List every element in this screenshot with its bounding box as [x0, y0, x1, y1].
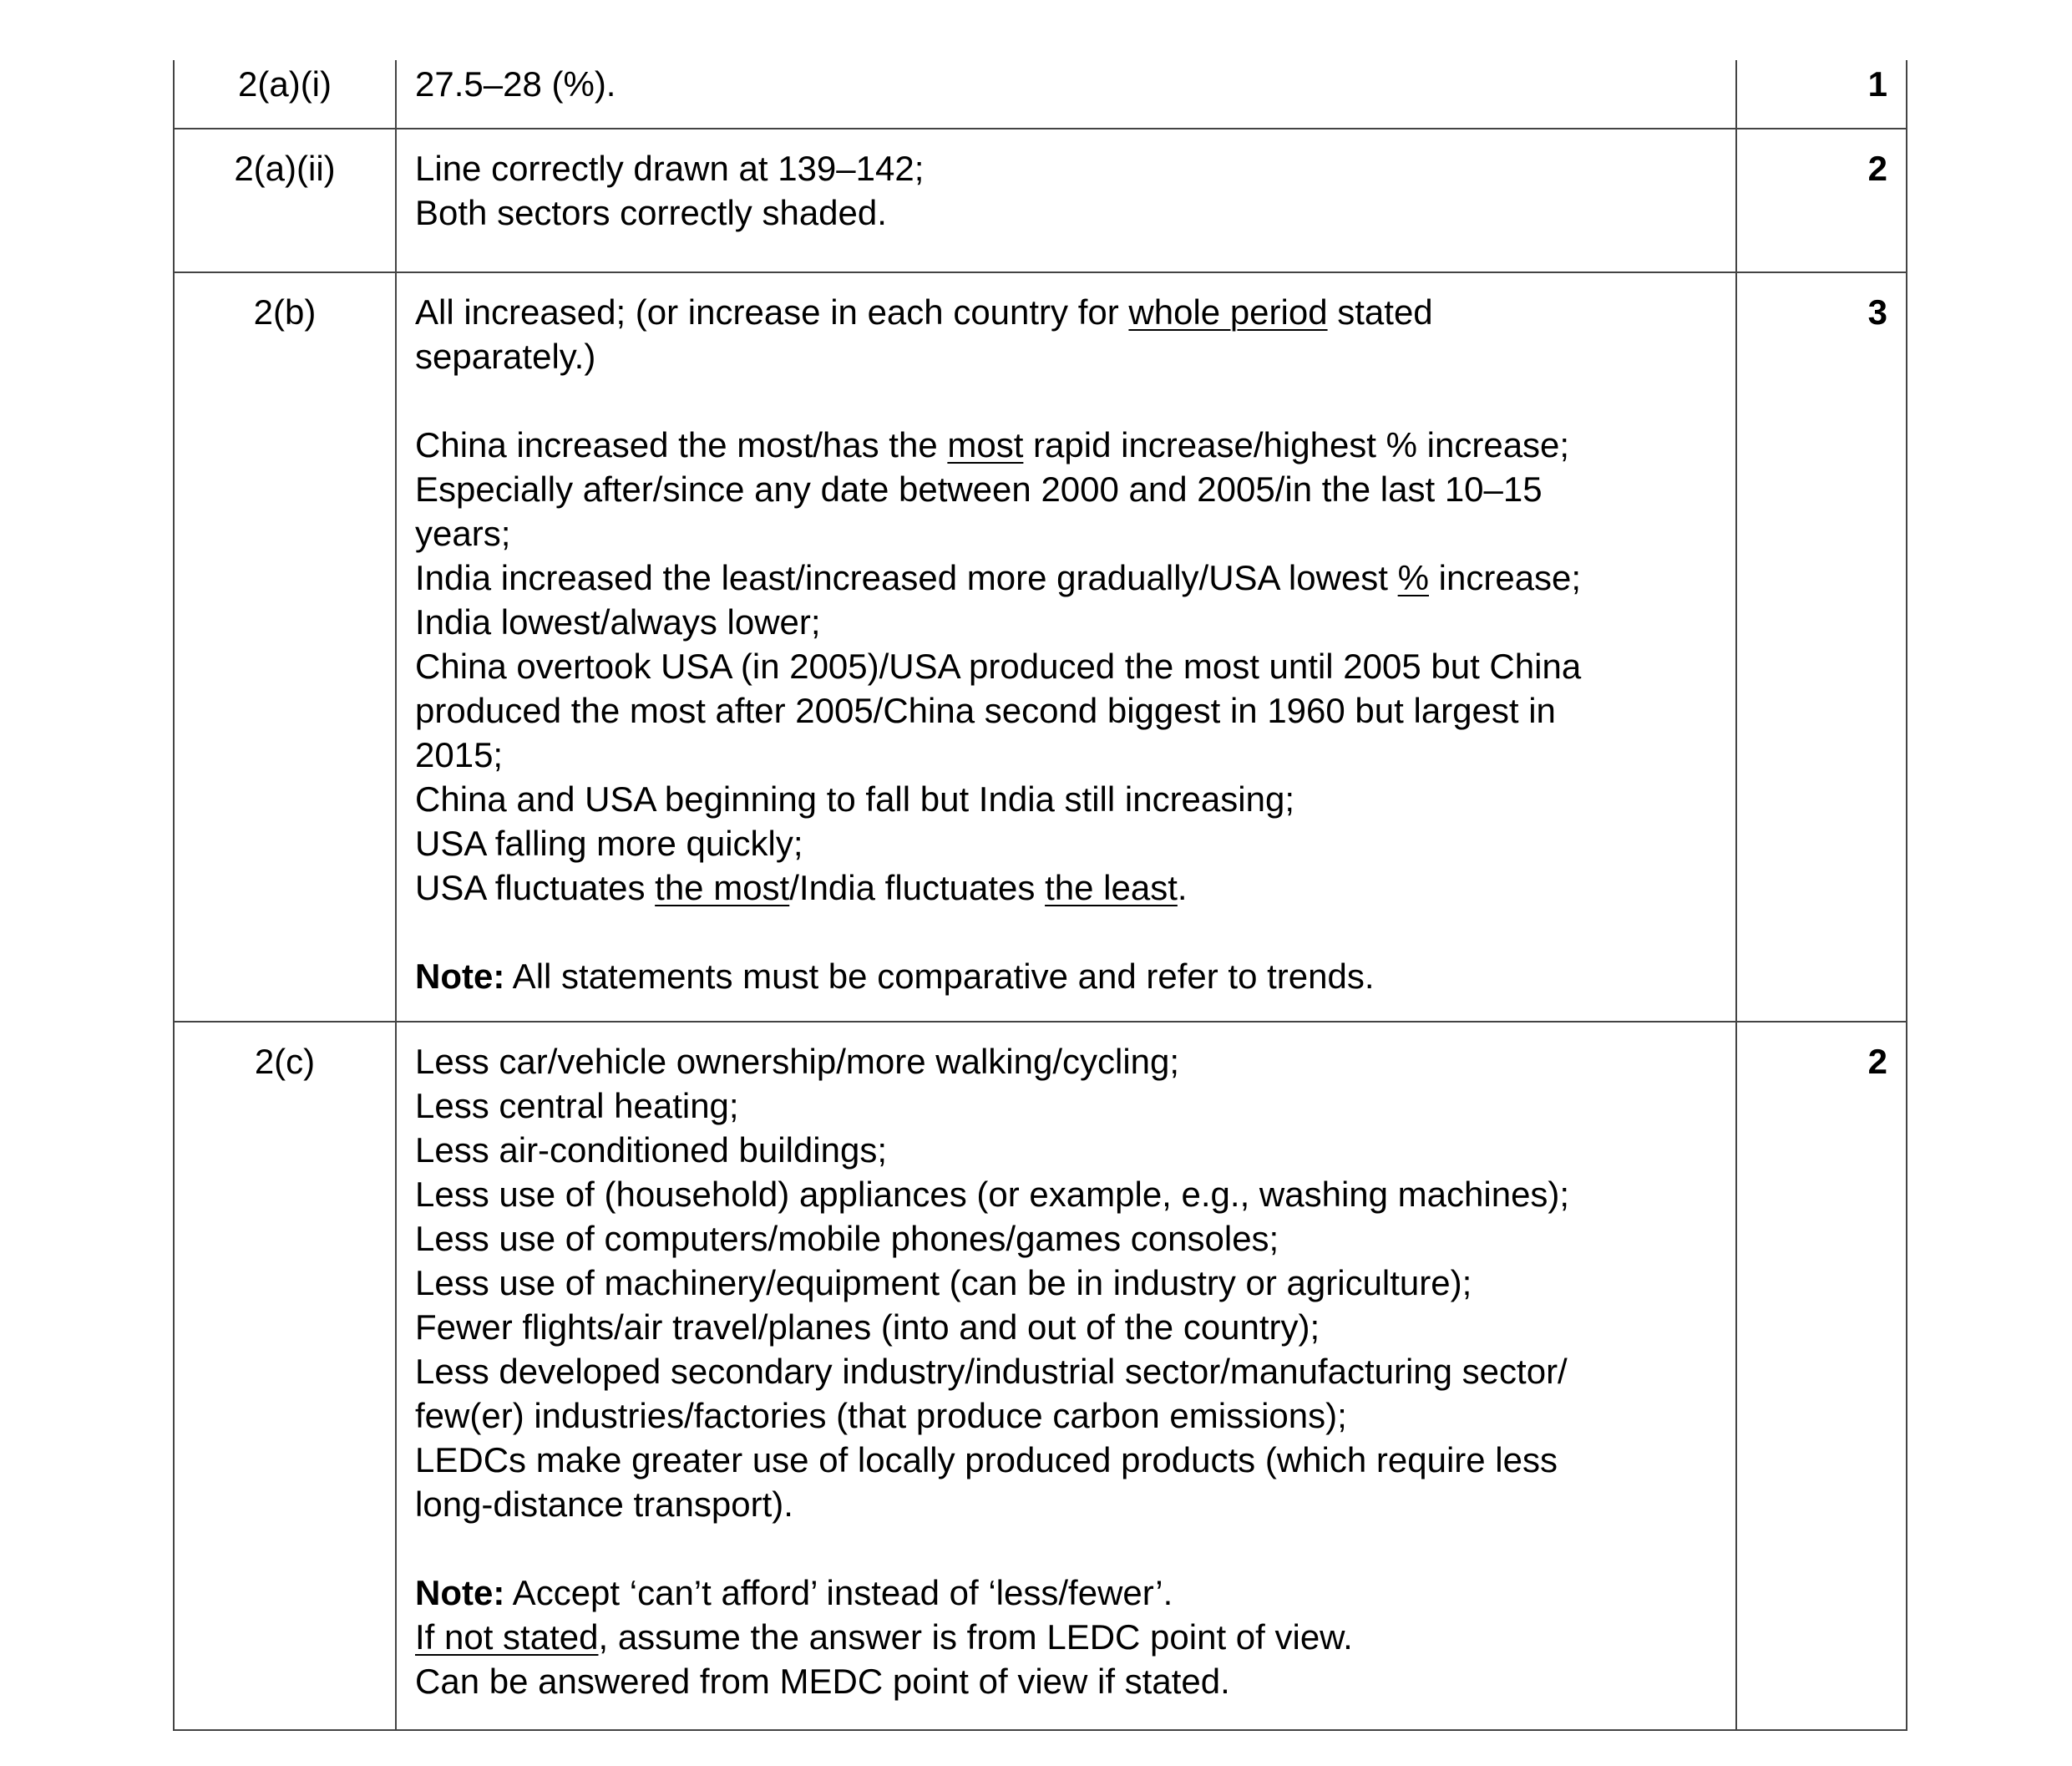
answer-line: Less air-conditioned buildings;: [415, 1130, 888, 1170]
underlined-text: If not stated: [415, 1617, 599, 1657]
answer-line: produced the most after 2005/China second biggest in 1960 but largest in: [415, 691, 1556, 730]
answer-line: 27.5–28 (%).: [415, 64, 616, 104]
answer-line: Less central heating;: [415, 1086, 739, 1125]
answer-line: USA falling more quickly;: [415, 824, 803, 863]
underlined-text: most: [947, 425, 1024, 464]
note-text: All statements must be comparative and refer to trends.: [504, 957, 1375, 996]
answer-line: Both sectors correctly shaded.: [415, 193, 887, 232]
answer-text: stated: [1327, 292, 1433, 332]
note-line: Can be answered from MEDC point of view if stated.: [415, 1662, 1230, 1701]
question-number: 2(b): [174, 272, 396, 1022]
answer-line: Less use of computers/mobile phones/games consoles;: [415, 1219, 1279, 1258]
question-number: 2(c): [174, 1022, 396, 1730]
note-label: Note:: [415, 957, 505, 996]
answer-text: /India fluctuates: [789, 868, 1046, 907]
answer-text: USA fluctuates: [415, 868, 656, 907]
answer-cell: [396, 60, 1736, 129]
answer-line: LEDCs make greater use of locally produced products (which require less: [415, 1440, 1558, 1479]
answer-text: rapid increase/highest % increase;: [1023, 425, 1570, 464]
table-row: [174, 272, 1907, 1022]
marks-value: 2: [1736, 1022, 1907, 1730]
answer-line: Especially after/since any date between 2000 and 2005/in the last 10–15: [415, 469, 1543, 509]
answer-text: India increased the least/increased more gradually/USA lowest: [415, 558, 1398, 597]
table-row: [174, 1022, 1907, 1730]
paragraph-gap: [415, 1526, 1719, 1571]
mark-scheme-table: [173, 60, 1907, 1731]
answer-line: Line correctly drawn at 139–142;: [415, 149, 925, 188]
note-line: [415, 954, 1719, 998]
marks-value: 1: [1736, 60, 1907, 129]
answer-line: Fewer flights/air travel/planes (into and out of the country);: [415, 1307, 1320, 1347]
question-number: 2(a)(i): [174, 60, 396, 129]
underlined-text: the most: [655, 868, 790, 907]
answer-line: [415, 290, 1719, 334]
answer-line: [415, 423, 1719, 467]
answer-line: Less developed secondary industry/industrial sector/manufacturing sector/: [415, 1352, 1568, 1391]
answer-line: Less use of machinery/equipment (can be in industry or agriculture);: [415, 1263, 1472, 1302]
answer-text: All increased; (or increase in each country for: [415, 292, 1129, 332]
note-line: [415, 1615, 1719, 1659]
answer-line: Less car/vehicle ownership/more walking/cycling;: [415, 1042, 1180, 1081]
answer-line: long-distance transport).: [415, 1484, 793, 1524]
marks-value: 3: [1736, 272, 1907, 1022]
answer-cell: [396, 1022, 1736, 1730]
underlined-text: whole period: [1128, 292, 1328, 332]
note-line: [415, 1571, 1719, 1615]
note-text: Accept ‘can’t afford’ instead of ‘less/fewer’.: [504, 1573, 1173, 1612]
question-number: 2(a)(ii): [174, 129, 396, 272]
note-label: Note:: [415, 1573, 505, 1612]
note-text: , assume the answer is from LEDC point of view.: [598, 1617, 1353, 1657]
answer-line: few(er) industries/factories (that produce carbon emissions);: [415, 1396, 1347, 1435]
answer-text: increase;: [1429, 558, 1582, 597]
underlined-text: %: [1397, 558, 1429, 597]
paragraph-gap: [415, 910, 1719, 954]
table-row: [174, 129, 1907, 272]
answer-line: 2015;: [415, 735, 504, 774]
answer-line: China and USA beginning to fall but India still increasing;: [415, 779, 1294, 819]
answer-line: India lowest/always lower;: [415, 602, 821, 642]
answer-text: China increased the most/has the: [415, 425, 948, 464]
answer-line: years;: [415, 514, 511, 553]
marks-value: 2: [1736, 129, 1907, 272]
answer-line: separately.): [415, 337, 596, 376]
answer-cell: [396, 272, 1736, 1022]
underlined-text: the least: [1045, 868, 1178, 907]
answer-cell: [396, 129, 1736, 272]
table-row: [174, 60, 1907, 129]
answer-line: China overtook USA (in 2005)/USA produced the most until 2005 but China: [415, 647, 1582, 686]
answer-line: Less use of (household) appliances (or example, e.g., washing machines);: [415, 1175, 1570, 1214]
answer-line: [415, 865, 1719, 910]
answer-text: .: [1177, 868, 1188, 907]
answer-line: [415, 556, 1719, 600]
paragraph-gap: [415, 378, 1719, 423]
